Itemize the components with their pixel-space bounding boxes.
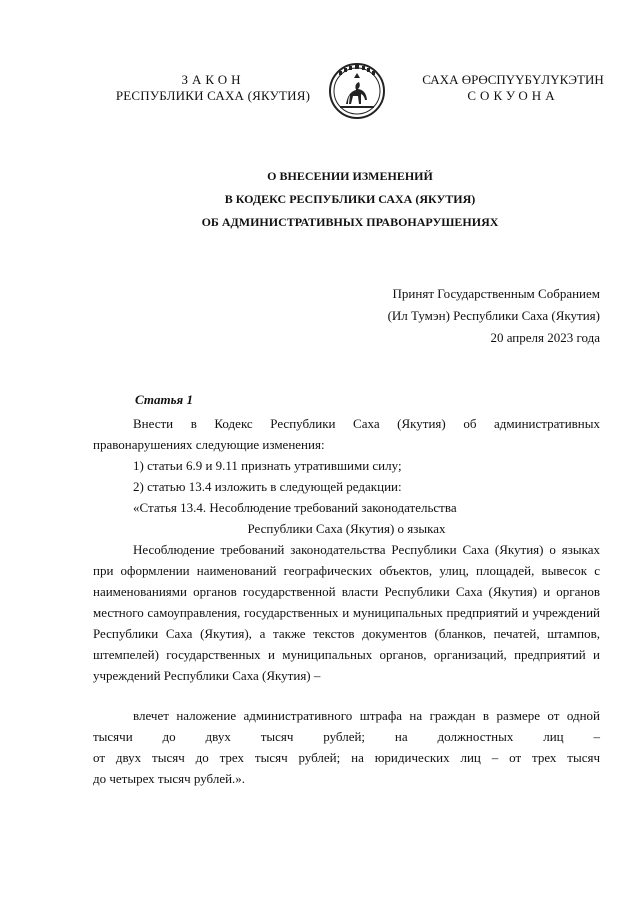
header-left-line2: РЕСПУБЛИКИ САХА (ЯКУТИЯ) [115,88,311,103]
article-body [93,413,600,686]
penalty-line4: до четырех тысяч рублей.». [93,771,246,786]
header-right-line2: СОКУОНА [467,88,559,103]
document-title [140,165,560,234]
coat-of-arms-icon [328,62,386,120]
title-line1: О ВНЕСЕНИИ ИЗМЕНЕНИЙ [267,169,433,183]
penalty-line2: тысячи до двух тысяч рублей; на должностных лиц – [93,729,600,744]
title-line2: В КОДЕКС РЕСПУБЛИКИ САХА (ЯКУТИЯ) [224,192,476,206]
quote-title-line2: Республики Саха (Якутия) о языках [247,521,446,536]
penalty-line3: от двух тысяч до трех тысяч рублей; на юридических лиц – от трех тысяч [93,750,600,765]
header-left-line1: ЗАКОН [181,72,245,87]
adoption-line2: (Ил Тумэн) Республики Саха (Якутия) [387,308,600,323]
quote-body: Несоблюдение требований законодательства Республики Саха (Якутия) о языках при оформлении наименований географических объектов, улиц, площадей, вывесок с наименованиями органов государственной власти Республики Саха (Якутия) и органов местного самоуправления, государственных и муниципальных предприятий и учреждений Республики Саха (Якутия), а также текстов документов (бланков, печатей, штампов, штемпелей) государственных и муниципальных органов, организаций, предприятий и учреждений Республики Саха (Якутия) – [93,542,600,683]
adoption-date: 20 апреля 2023 года [490,330,600,345]
penalty-paragraph [93,705,600,789]
adoption-line1: Принят Государственным Собранием [392,286,600,301]
title-line3: ОБ АДМИНИСТРАТИВНЫХ ПРАВОНАРУШЕНИЯХ [201,215,499,229]
adoption-note [340,283,600,349]
quote-title-line1: «Статья 13.4. Несоблюдение требований законодательства [133,500,457,515]
article-item-2: 2) статью 13.4 изложить в следующей редакции: [133,479,402,494]
article-item-1: 1) статьи 6.9 и 9.11 признать утратившими силу; [133,458,402,473]
header-right [408,72,618,104]
header-right-line1: САХА ӨРӨСПҮҮБҮЛҮКЭТИН [422,72,604,87]
penalty-line1: влечет наложение административного штрафа на граждан в размере от одной [133,708,600,723]
header-left [108,72,318,104]
article-intro: Внести в Кодекс Республики Саха (Якутия) об административных правонарушениях следующие изменения: [93,416,600,452]
article-heading: Статья 1 [135,392,193,407]
